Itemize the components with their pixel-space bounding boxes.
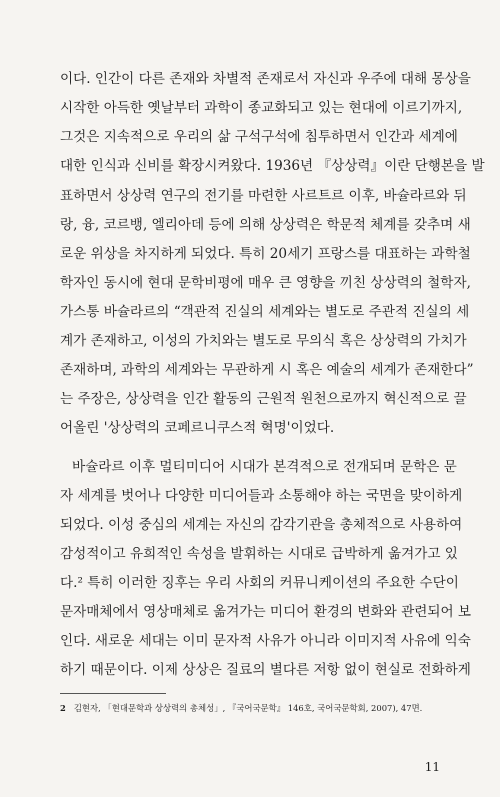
text-line: 그것은 지속적으로 우리의 삶 구석구석에 침투하면서 인간과 세계에	[60, 129, 458, 145]
text-line: 대한 인식과 신비를 확장시켜왔다. 1936년 『상상력』이란 단행본을 발	[60, 158, 485, 174]
text-line: 시작한 아득한 옛날부터 과학이 종교화되고 있는 현대에 이르기까지,	[60, 100, 463, 116]
footnote-number: 2	[60, 703, 66, 713]
text-line: 문자매체에서 영상매체로 옮겨가는 미디어 환경의 변화와 관련되어 보	[60, 604, 472, 620]
paragraph-start-line: 바슐라르 이후 멀티미디어 시대가 본격적으로 전개되며 문학은 문	[72, 459, 457, 475]
text-line: 하기 때문이다. 이제 상상은 질료의 별다른 저항 없이 현실로 전화하게	[60, 662, 471, 678]
text-line: 학자인 동시에 현대 문학비평에 매우 큰 영향을 끼친 상상력의 철학자,	[60, 275, 471, 291]
footnote	[60, 703, 440, 714]
text-line: 표하면서 상상력 연구의 전기를 마련한 사르트르 이후, 바슐라르와 뒤	[60, 188, 467, 204]
footnote-text: 김현자, 「현대문학과 상상력의 총체성」, 『국어국문학』 146호, 국어국문학회, 2007), 47면.	[73, 703, 423, 713]
text-line: 가스통 바슐라르의 “객관적 진실의 세계와는 별도로 주관적 진실의 세	[60, 304, 470, 320]
text-line: 감성적이고 유희적인 속성을 발휘하는 시대로 급박하게 옮겨가고 있	[60, 546, 458, 562]
text-line: 어올린 '상상력의 코페르니쿠스적 혁명'이었다.	[60, 420, 335, 436]
text-line: 되었다. 이성 중심의 세계는 자신의 감각기관을 총체적으로 사용하여	[60, 517, 463, 533]
text-line: 다.² 특히 이러한 징후는 우리 사회의 커뮤니케이션의 주요한 수단이	[60, 575, 459, 591]
text-line: 자 세계를 벗어나 다양한 미디어들과 소통해야 하는 국면을 맞이하게	[60, 488, 463, 504]
text-line: 계가 존재하고, 이성의 가치와는 별도로 무의식 혹은 상상력의 가치가	[60, 333, 467, 349]
page-number: 11	[424, 760, 440, 774]
text-line: 이다. 인간이 다른 존재와 차별적 존재로서 자신과 우주에 대해 몽상을	[60, 71, 471, 87]
footnote-divider	[60, 693, 166, 694]
text-line: 로운 위상을 차지하게 되었다. 특히 20세기 프랑스를 대표하는 과학철	[60, 246, 471, 262]
text-line: 는 주장은, 상상력을 인간 활동의 근원적 원천으로까지 혁신적으로 끌	[60, 391, 467, 407]
text-line: 랑, 융, 코르뱅, 엘리아데 등에 의해 상상력은 학문적 체계를 갖추며 새	[60, 217, 471, 233]
text-line: 인다. 새로운 세대는 이미 문자적 사유가 아니라 이미지적 사유에 익숙	[60, 633, 471, 649]
text-line: 존재하며, 과학의 세계와는 무관하게 시 혹은 예술의 세계가 존재한다”	[60, 362, 474, 378]
